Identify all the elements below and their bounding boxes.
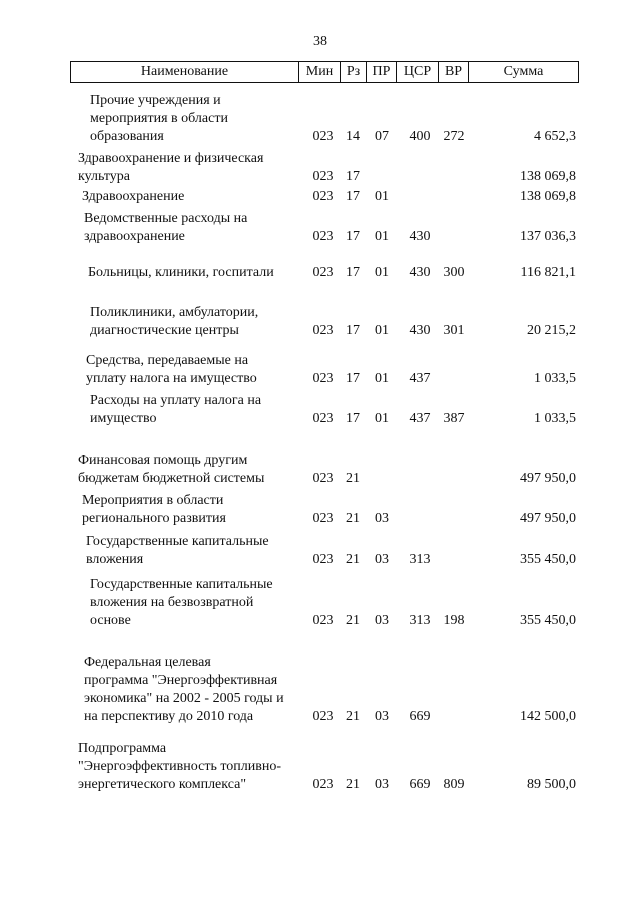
row-rz: 21 xyxy=(346,511,360,526)
row-name: Больницы, клиники, госпитали xyxy=(88,265,274,280)
table-row xyxy=(0,92,640,146)
table-row xyxy=(0,533,640,569)
row-sum: 20 215,2 xyxy=(527,323,576,338)
row-min: 023 xyxy=(312,129,334,144)
row-rz: 17 xyxy=(346,169,360,184)
row-csr: 437 xyxy=(409,411,431,426)
table-row xyxy=(0,304,640,340)
row-name: Ведомственные расходы на здравоохранение xyxy=(84,211,248,244)
row-sum: 497 950,0 xyxy=(520,511,576,526)
row-pr: 01 xyxy=(375,411,389,426)
row-pr: 01 xyxy=(375,189,389,204)
row-name: Федеральная целевая программа "Энергоэффективная экономика" на 2002 - 2005 годы и на перспективу до 2010 года xyxy=(84,655,284,724)
column-header-name: Наименование xyxy=(71,62,299,83)
row-min: 023 xyxy=(312,229,334,244)
row-csr: 400 xyxy=(409,129,431,144)
table-row xyxy=(0,264,640,282)
row-csr: 437 xyxy=(409,371,431,386)
row-sum: 142 500,0 xyxy=(520,709,576,724)
row-min: 023 xyxy=(312,552,334,567)
row-name: Подпрограмма "Энергоэффективность топливно- энергетического комплекса" xyxy=(78,741,281,792)
row-rz: 17 xyxy=(346,189,360,204)
row-sum: 355 450,0 xyxy=(520,613,576,628)
row-vr: 387 xyxy=(443,411,465,426)
row-min: 023 xyxy=(312,265,334,280)
table-row xyxy=(0,150,640,186)
column-header-min: Мин xyxy=(299,62,341,83)
row-sum: 138 069,8 xyxy=(520,169,576,184)
row-pr: 03 xyxy=(375,552,389,567)
table-row xyxy=(0,576,640,630)
column-header-sum: Сумма xyxy=(469,62,579,83)
row-name: Расходы на уплату налога на имущество xyxy=(90,393,262,426)
row-rz: 17 xyxy=(346,229,360,244)
row-min: 023 xyxy=(312,371,334,386)
row-sum: 1 033,5 xyxy=(534,411,576,426)
row-min: 023 xyxy=(312,323,334,338)
row-csr: 313 xyxy=(409,552,431,567)
row-csr: 669 xyxy=(409,777,431,792)
row-rz: 17 xyxy=(346,371,360,386)
row-min: 023 xyxy=(312,613,334,628)
table-row xyxy=(0,352,640,388)
row-sum: 138 069,8 xyxy=(520,189,576,204)
row-name: Финансовая помощь другим бюджетам бюджетной системы xyxy=(78,453,265,486)
row-rz: 21 xyxy=(346,613,360,628)
column-header-rz: Рз xyxy=(341,62,367,83)
row-pr: 07 xyxy=(375,129,389,144)
row-csr: 669 xyxy=(409,709,431,724)
table-row xyxy=(0,392,640,428)
row-min: 023 xyxy=(312,411,334,426)
row-pr: 03 xyxy=(375,777,389,792)
row-sum: 355 450,0 xyxy=(520,552,576,567)
row-vr: 301 xyxy=(443,323,465,338)
row-pr: 01 xyxy=(375,265,389,280)
row-name: Поликлиники, амбулатории, диагностические центры xyxy=(90,305,259,338)
row-csr: 430 xyxy=(409,229,431,244)
row-sum: 137 036,3 xyxy=(520,229,576,244)
row-csr: 313 xyxy=(409,613,431,628)
column-header-vr: ВР xyxy=(439,62,469,83)
table-row xyxy=(0,210,640,246)
row-pr: 01 xyxy=(375,229,389,244)
row-min: 023 xyxy=(312,777,334,792)
row-vr: 809 xyxy=(443,777,465,792)
row-min: 023 xyxy=(312,471,334,486)
row-vr: 272 xyxy=(443,129,465,144)
row-min: 023 xyxy=(312,189,334,204)
row-rz: 17 xyxy=(346,323,360,338)
page-number: 38 xyxy=(313,34,327,49)
row-name: Здравоохранение и физическая культура xyxy=(78,151,264,184)
row-pr: 03 xyxy=(375,511,389,526)
row-name: Государственные капитальные вложения xyxy=(86,534,269,567)
row-rz: 17 xyxy=(346,411,360,426)
row-min: 023 xyxy=(312,709,334,724)
row-csr: 430 xyxy=(409,265,431,280)
row-pr: 03 xyxy=(375,709,389,724)
row-vr: 300 xyxy=(443,265,465,280)
row-csr: 430 xyxy=(409,323,431,338)
table-row xyxy=(0,740,640,794)
row-rz: 21 xyxy=(346,471,360,486)
row-sum: 4 652,3 xyxy=(534,129,576,144)
row-name: Государственные капитальные вложения на безвозвратной основе xyxy=(90,577,273,628)
row-name: Средства, передаваемые на уплату налога на имущество xyxy=(86,353,257,386)
row-rz: 21 xyxy=(346,552,360,567)
row-sum: 116 821,1 xyxy=(520,265,576,280)
table-header xyxy=(70,61,579,83)
row-name: Здравоохранение xyxy=(82,189,185,204)
column-header-csr: ЦСР xyxy=(397,62,439,83)
row-sum: 1 033,5 xyxy=(534,371,576,386)
row-vr: 198 xyxy=(443,613,465,628)
row-min: 023 xyxy=(312,169,334,184)
row-name: Мероприятия в области регионального развития xyxy=(82,493,226,526)
row-rz: 17 xyxy=(346,265,360,280)
table-row xyxy=(0,188,640,206)
table-row xyxy=(0,654,640,726)
row-min: 023 xyxy=(312,511,334,526)
row-rz: 21 xyxy=(346,709,360,724)
row-sum: 89 500,0 xyxy=(527,777,576,792)
row-name: Прочие учреждения и мероприятия в области образования xyxy=(90,93,228,144)
table-row xyxy=(0,492,640,528)
column-header-pr: ПР xyxy=(367,62,397,83)
row-pr: 01 xyxy=(375,371,389,386)
row-pr: 03 xyxy=(375,613,389,628)
table-row xyxy=(0,452,640,488)
row-pr: 01 xyxy=(375,323,389,338)
row-rz: 14 xyxy=(346,129,360,144)
row-sum: 497 950,0 xyxy=(520,471,576,486)
row-rz: 21 xyxy=(346,777,360,792)
